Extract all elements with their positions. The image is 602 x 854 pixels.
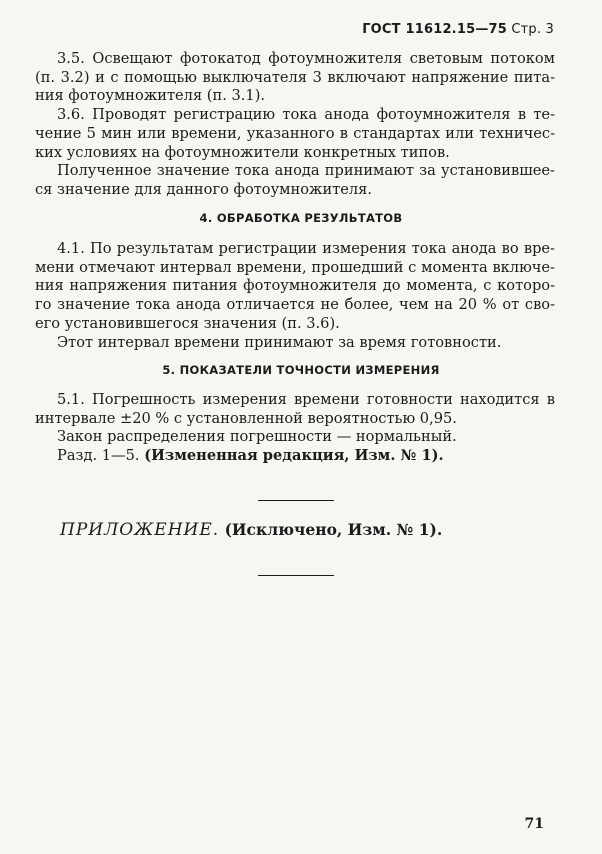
text-line: Этот интервал времени принимают за время готовности.	[57, 333, 502, 351]
paragraph-5-2: Закон распределения погрешности — нормальный.	[57, 428, 457, 446]
appendix-note	[60, 520, 442, 540]
section-4-title: 4. ОБРАБОТКА РЕЗУЛЬТАТОВ	[199, 211, 403, 225]
text-line: ся значение для данного фотоумножителя.	[35, 180, 373, 198]
paragraph-3-6	[35, 106, 555, 162]
section-5-title: 5. ПОКАЗАТЕЛИ ТОЧНОСТИ ИЗМЕРЕНИЯ	[162, 363, 440, 377]
revision-reference: Разд. 1—5.	[57, 447, 145, 465]
revision-note: (Измененная редакция, Изм. № 1).	[144, 447, 444, 465]
page-number: 71	[524, 816, 544, 832]
paragraph-3-7	[35, 162, 555, 199]
paragraph-4-2	[35, 334, 555, 353]
paragraph-5-3	[35, 447, 555, 466]
section-5-body	[35, 391, 555, 466]
text-line: 4.1. По результатам регистрации измерения тока анода во вре-	[57, 240, 555, 257]
text-line: мени отмечают интервал времени, прошедший с момента включе-	[35, 258, 555, 276]
section-4-body	[35, 240, 555, 352]
text-line: чение 5 мин или времени, указанного в стандартах или техничес-	[35, 124, 555, 142]
text-line: 3.5. Освещают фотокатод фотоумножителя световым потоком	[57, 50, 555, 67]
standard-number: ГОСТ 11612.15—75	[362, 22, 508, 37]
appendix-status: (Исключено, Изм. № 1).	[219, 520, 443, 539]
text-line: его установившегося значения (п. 3.6).	[35, 314, 340, 332]
text-line: 5.1. Погрешность измерения времени готовности находится в	[57, 391, 555, 408]
text-line: го значение тока анода отличается не более, чем на 20 % от сво-	[35, 296, 555, 314]
divider-line	[258, 500, 334, 501]
page-header	[362, 22, 554, 37]
text-line: Полученное значение тока анода принимают за установившее-	[57, 162, 555, 180]
page-label: Стр. 3	[511, 22, 554, 37]
text-line: ния напряжения питания фотоумножителя до момента, с которо-	[35, 277, 555, 295]
end-divider-line	[258, 575, 334, 576]
paragraph-5-1	[35, 391, 555, 428]
text-line: интервале ±20 % с установленной вероятностью 0,95.	[35, 409, 457, 427]
text-line: ких условиях на фотоумножители конкретных типов.	[35, 143, 450, 161]
text-line: 3.6. Проводят регистрацию тока анода фотоумножителя в те-	[57, 106, 555, 124]
text-line: (п. 3.2) и с помощью выключателя 3 включают напряжение пита-	[35, 68, 555, 86]
appendix-label: ПРИЛОЖЕНИЕ.	[60, 520, 220, 540]
paragraph-3-5	[35, 50, 555, 106]
section-3-continuation	[35, 50, 555, 200]
text-line: ния фотоумножителя (п. 3.1).	[35, 87, 266, 105]
paragraph-4-1	[35, 240, 555, 334]
